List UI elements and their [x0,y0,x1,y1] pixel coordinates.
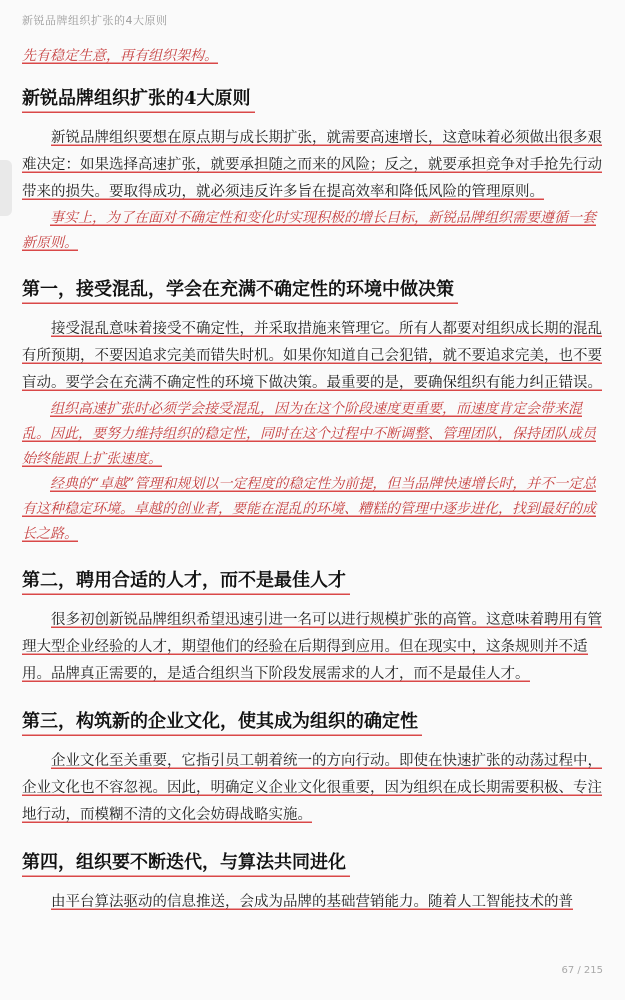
handwritten-note [22,397,603,472]
section-paragraph [22,607,603,688]
lead-annotation-text: 先有稳定生意，再有组织架构。 [22,48,218,64]
section-intro [22,85,603,256]
section-paragraph [22,889,603,916]
note-text: 事实上，为了在面对不确定性和变化时实现积极的增长目标，新锐品牌组织需要遵循一套新原则。 [22,210,596,251]
highlighted-text: 很多初创新锐品牌组织希望迅速引进一名可以进行规模扩张的高管。这意味着聘用有管理大型企业经验的人才，期望他们的经验在后期得到应用。但在现实中，这条规则并不适用。品牌真正需要的，是适合组织当下阶段发展需求的人才，而不是最佳人才。 [22,612,602,682]
section-heading: 新锐品牌组织扩张的4大原则 [22,85,255,113]
highlighted-text: 由平台算法驱动的信息推送，会成为品牌的基础营销能力。随着人工智能技术的普 [51,894,573,910]
reader-content [22,44,603,936]
section-paragraph [22,748,603,829]
section-heading: 第二，聘用合适的人才，而不是最佳人才 [22,567,350,595]
section-3 [22,708,603,829]
section-2 [22,567,603,688]
section-1 [22,276,603,547]
highlighted-text: 企业文化至关重要，它指引员工朝着统一的方向行动。即使在快速扩张的动荡过程中，企业文化也不容忽视。因此，明确定义企业文化很重要，因为组织在成长期需要积极、专注地行动，而模糊不清的文化会妨碍战略实施。 [22,753,602,823]
note-text: 经典的“卓越”管理和规划以一定程度的稳定性为前提，但当品牌快速增长时，并不一定总有这种稳定环境。卓越的创业者，要能在混乱的环境、糟糕的管理中逐步进化，找到最好的成长之路。 [22,476,597,542]
handwritten-note [22,206,603,256]
section-heading: 第四，组织要不断迭代，与算法共同进化 [22,849,350,877]
handwritten-note [22,472,603,547]
section-heading: 第三，构筑新的企业文化，使其成为组织的确定性 [22,708,422,736]
section-paragraph [22,125,603,206]
page-indicator: 67 / 215 [561,965,603,976]
section-4 [22,849,603,916]
section-paragraph [22,316,603,397]
lead-annotation [22,44,603,69]
sidebar-handle[interactable] [0,160,12,216]
note-text: 组织高速扩张时必须学会接受混乱，因为在这个阶段速度更重要，而速度肯定会带来混乱。因此，要努力维持组织的稳定性，同时在这个过程中不断调整、管理团队，保持团队成员始终能跟上扩张速度。 [22,401,596,467]
section-heading: 第一，接受混乱，学会在充满不确定性的环境中做决策 [22,276,458,304]
highlighted-text: 新锐品牌组织要想在原点期与成长期扩张，就需要高速增长，这意味着必须做出很多艰难决定：如果选择高速扩张，就要承担随之而来的风险；反之，就要承担竞争对手抢先行动带来的损失。要取得成功，就必须违反许多旨在提高效率和降低风险的管理原则。 [22,130,602,200]
document-title: 新锐品牌组织扩张的4大原则 [22,14,168,27]
highlighted-text: 接受混乱意味着接受不确定性，并采取措施来管理它。所有人都要对组织成长期的混乱有所预期，不要因追求完美而错失时机。如果你知道自己会犯错，就不要追求完美，也不要盲动。要学会在充满不确定性的环境下做决策。最重要的是，要确保组织有能力纠正错误。 [22,321,602,391]
